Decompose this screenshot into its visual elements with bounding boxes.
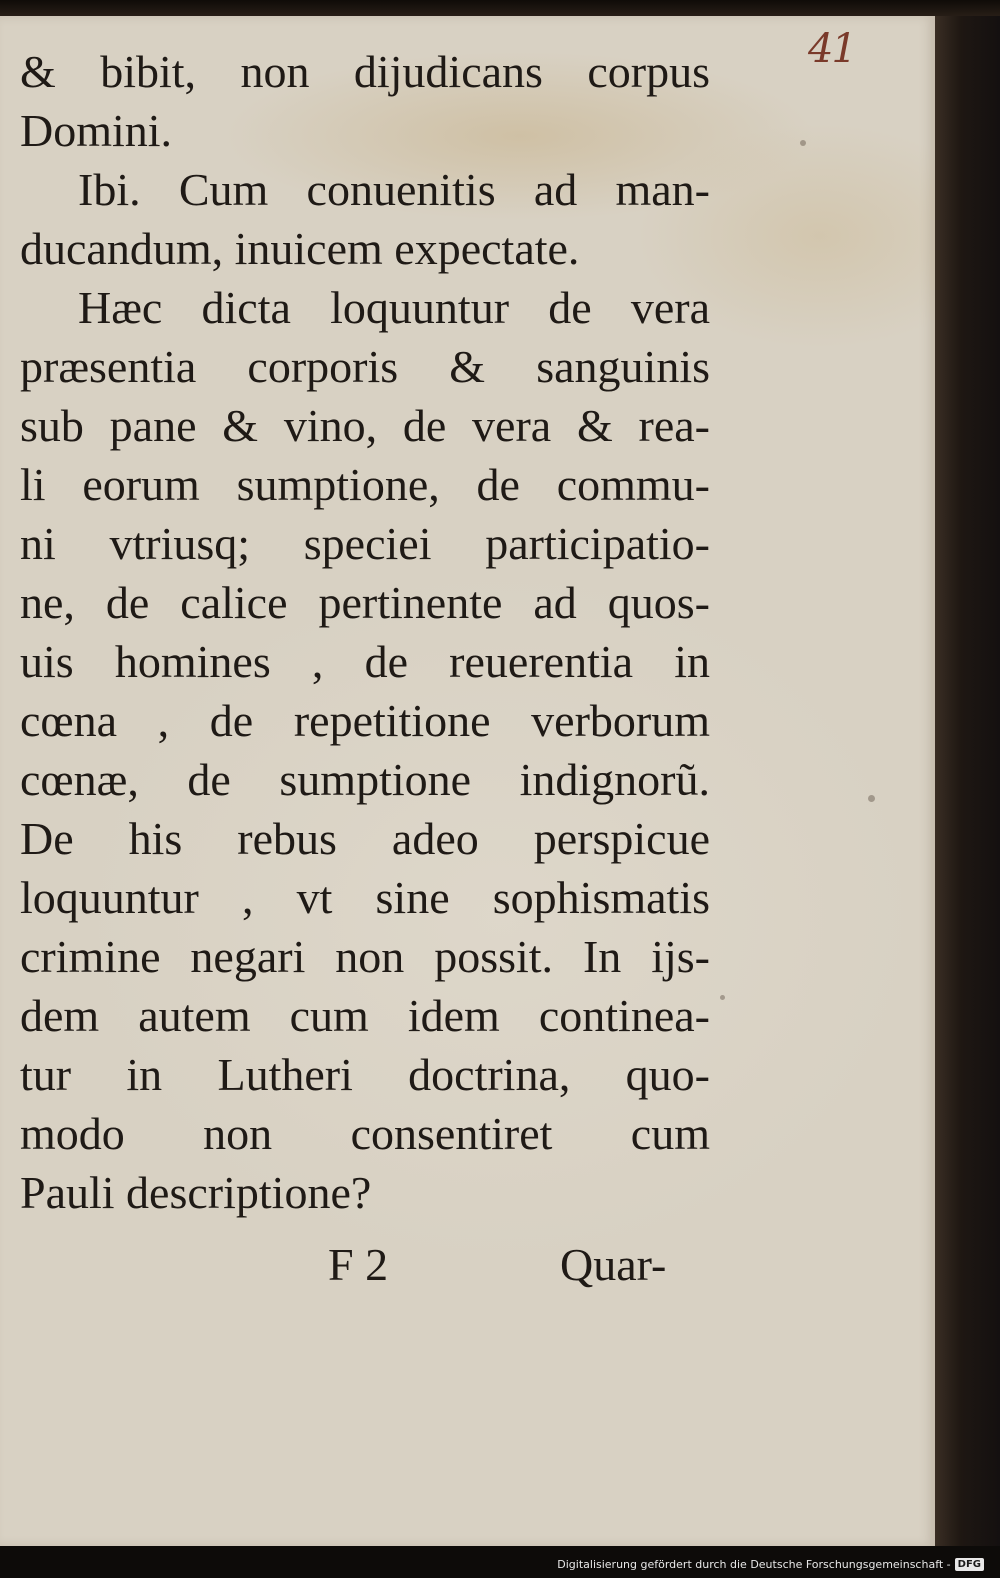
text-line: li eorum sumptione, de commu- <box>20 459 710 510</box>
text-line: & bibit, non dijudicans corpus <box>20 46 710 97</box>
text-line: Domini. <box>20 105 173 156</box>
digitization-credit <box>557 1554 984 1574</box>
ink-spot <box>868 795 875 802</box>
ink-spot <box>800 140 806 146</box>
text-line: ni vtriusq; speciei participatio- <box>20 518 710 569</box>
text-line: loquuntur , vt sine sophismatis <box>20 872 710 923</box>
text-line: uis homines , de reuerentia in <box>20 636 710 687</box>
text-line: tur in Lutheri doctrina, quo- <box>20 1049 710 1100</box>
catchword: Quar- <box>560 1239 667 1290</box>
signature-mark: F 2 <box>328 1239 389 1290</box>
text-line: ducandum, inuicem expectate. <box>20 223 580 274</box>
page-text <box>20 42 710 1222</box>
text-line: ne, de calice pertinente ad quos- <box>20 577 710 628</box>
text-line: crimine negari non possit. In ijs- <box>20 931 710 982</box>
text-line: De his rebus adeo perspicue <box>20 813 710 864</box>
text-line: sub pane & vino, de vera & rea- <box>20 400 710 451</box>
text-line: Hæc dicta loquuntur de vera <box>78 282 710 333</box>
dfg-logo-badge: DFG <box>955 1558 984 1571</box>
ink-spot <box>720 995 725 1000</box>
folio-number: 41 <box>808 26 855 72</box>
page-binding-shadow <box>935 16 1000 1546</box>
signature-line <box>20 1238 710 1298</box>
text-line: cœna , de repetitione verborum <box>20 695 710 746</box>
text-line: Pauli descriptione? <box>20 1167 372 1218</box>
text-line: cœnæ, de sumptione indignorũ. <box>20 754 710 805</box>
credit-text: Digitalisierung gefördert durch die Deutsche Forschungsgemeinschaft - <box>557 1557 951 1571</box>
text-line: præsentia corporis & sanguinis <box>20 341 710 392</box>
text-line: dem autem cum idem continea- <box>20 990 710 1041</box>
text-line: Ibi. Cum conuenitis ad man- <box>78 164 710 215</box>
text-line: modo non consentiret cum <box>20 1108 710 1159</box>
